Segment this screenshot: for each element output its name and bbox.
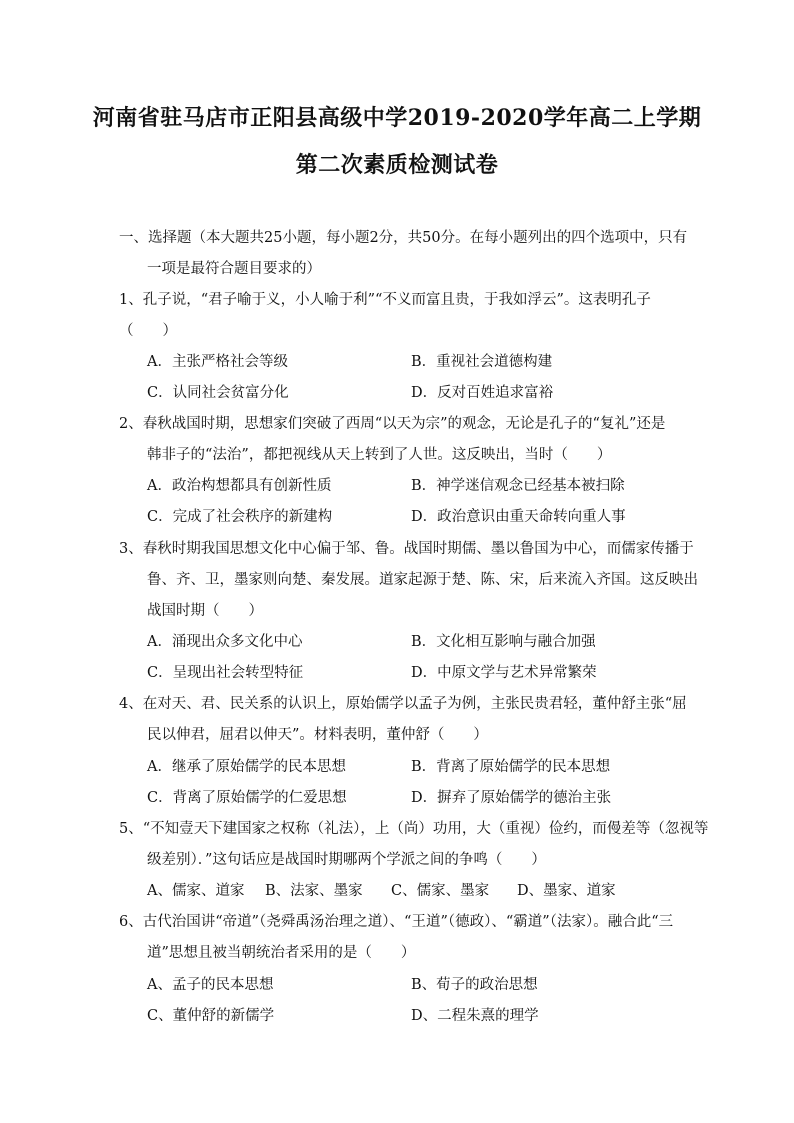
option-c: C．完成了社会秩序的新建构 [147,509,333,525]
option-a: A．主张严格社会等级 [147,354,288,370]
section-heading-cont: 一项是最符合题目要求的） [147,261,321,277]
option-c: C．认同社会贫富分化 [147,385,289,401]
option-b: B、荀子的政治思想 [411,977,538,993]
option-b: B．重视社会道德构建 [411,354,553,370]
option-a: A．继承了原始儒学的民本思想 [147,759,346,775]
question-stem: 5、“不知壹天下建国家之权称（礼法），上（尚）功用，大（重视）俭约，而僈差等（忽视等 [119,821,709,837]
option-a: A、儒家、道家 [147,883,245,899]
option-d: D．反对百姓追求富裕 [411,385,554,401]
option-d: D、二程朱熹的理学 [411,1008,539,1024]
exam-title-line2: 第二次素质检测试卷 [295,152,499,178]
question-stem: 道”思想且被当朝统治者采用的是（ ） [147,945,416,961]
question-stem: 3、春秋时期我国思想文化中心偏于邹、鲁。战国时期儒、墨以鲁国为中心，而儒家传播于 [119,541,694,557]
question-stem: 战国时期（ ） [147,603,263,619]
option-c: C、儒家、墨家 [391,883,490,899]
question-stem: 韩非子的“法治”，都把视线从天上转到了人世。这反映出，当时（ ） [147,447,612,463]
question-stem: 1、孔子说，“君子喻于义，小人喻于利”“不义而富且贵，于我如浮云”。这表明孔子 [119,292,651,308]
option-b: B、法家、墨家 [265,883,363,899]
question-stem: 4、在对天、君、民关系的认识上，原始儒学以孟子为例，主张民贵君轻，董仲舒主张“屈 [119,696,687,712]
question-stem: 6、古代治国讲“帝道”（尧舜禹汤治理之道）、“王道”（德政）、“霸道”（法家）。融合此“三 [119,914,674,930]
option-a: A、孟子的民本思想 [147,977,274,993]
option-c: C、董仲舒的新儒学 [147,1008,275,1024]
exam-title-line1: 河南省驻马店市正阳县高级中学2019-2020学年高二上学期 [92,105,702,131]
question-stem: （ ） [119,323,177,339]
question-stem: 民以伸君，屈君以伸天”。材料表明，董仲舒（ ） [147,727,488,743]
option-a: A．政治构想都具有创新性质 [147,478,332,494]
option-b: B．背离了原始儒学的民本思想 [411,759,611,775]
option-d: D．政治意识由重天命转向重人事 [411,509,626,525]
option-b: B．文化相互影响与融合加强 [411,634,596,650]
option-d: D、墨家、道家 [517,883,616,899]
option-d: D．中原文学与艺术异常繁荣 [411,665,597,681]
option-c: C．呈现出社会转型特征 [147,665,304,681]
option-b: B．神学迷信观念已经基本被扫除 [411,478,625,494]
option-c: C．背离了原始儒学的仁爱思想 [147,790,347,806]
section-heading: 一、选择题（本大题共25小题，每小题2分，共50分。在每小题列出的四个选项中，只有 [119,230,688,246]
option-a: A．涌现出众多文化中心 [147,634,303,650]
question-stem: 鲁、齐、卫，墨家则向楚、秦发展。道家起源于楚、陈、宋，后来流入齐国。这反映出 [147,572,698,588]
option-d: D．摒弃了原始儒学的德治主张 [411,790,612,806]
question-stem: 2、春秋战国时期，思想家们突破了西周“以天为宗”的观念，无论是孔子的“复礼”还是 [119,416,666,432]
question-stem: 级差别）．”这句话应是战国时期哪两个学派之间的争鸣（ ） [147,852,546,868]
